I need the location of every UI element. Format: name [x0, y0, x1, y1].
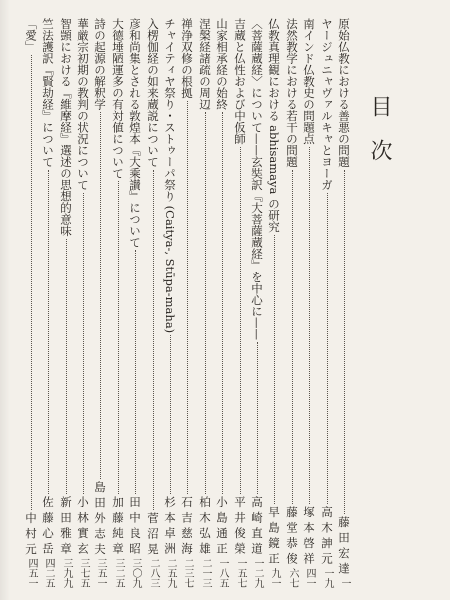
entry-title: 涅槃経諸疏の周辺	[198, 18, 212, 110]
entry-author: 藤田宏達	[337, 516, 351, 578]
toc-entry	[163, 18, 177, 588]
dot-leader	[240, 147, 241, 495]
entry-author: 石吉慈海	[180, 496, 194, 558]
toc-entry	[267, 18, 281, 588]
dot-leader	[292, 170, 293, 505]
toc-entry	[41, 18, 55, 588]
entry-title: 吉蔵と仏性および中仮師	[233, 18, 247, 145]
entry-author: 杉本卓洲	[163, 496, 177, 558]
dot-leader	[274, 235, 275, 505]
entry-title: 法然教学における若干の問題	[285, 18, 299, 168]
entry-title: 原始仏教における善悪の問題	[337, 18, 351, 168]
entry-title: 「愛」	[24, 18, 38, 53]
entry-title: 華厳宗初期の教判の状況について	[76, 18, 90, 191]
entry-author: 高崎直道	[250, 496, 264, 558]
entry-title: 仏教真理観における abhisamaya の研究	[267, 18, 281, 233]
entry-page-number: 三五一	[95, 558, 106, 588]
entry-page-number: 九一	[269, 568, 280, 588]
entry-page-number: 一二九	[252, 558, 263, 588]
dot-leader	[31, 55, 32, 510]
entry-author: 加藤純章	[111, 496, 125, 558]
toc-entry	[93, 18, 107, 588]
entry-author: 早島鏡正	[267, 506, 281, 568]
entry-author: 菅沼晃	[146, 511, 160, 558]
dot-leader	[135, 250, 136, 494]
dot-leader	[344, 170, 345, 515]
entry-author: 中村元	[24, 511, 38, 558]
dot-leader	[205, 112, 206, 494]
entry-title: 南インド仏教史の問題点	[302, 18, 316, 145]
entry-title: チャイティヤ祭り・ストゥーパ祭り (Caitya-, Stūpa-maha)	[163, 18, 177, 334]
entry-author: 小林實玄	[76, 496, 90, 558]
entry-author: 島田外志夫	[93, 480, 107, 558]
dot-leader	[257, 342, 258, 494]
dot-leader	[309, 147, 310, 505]
toc-entry	[198, 18, 212, 588]
dot-leader	[118, 181, 119, 494]
entry-page-number: 三七五	[78, 558, 89, 588]
entry-author: 田中良昭	[128, 496, 142, 558]
dot-leader	[170, 335, 171, 494]
entry-title: 〈菩薩蔵経〉について——玄奘訳『大菩薩蔵経』を中心に——	[250, 18, 264, 340]
entry-author: 小島通正	[215, 496, 229, 558]
entry-page-number: 二一三	[200, 558, 211, 588]
entry-page-number: 六七	[287, 568, 298, 588]
entry-page-number: 一八五	[217, 558, 228, 588]
entry-page-number: 一五七	[235, 558, 246, 588]
toc-entry	[24, 18, 38, 588]
entry-title: 大德埵陋運多の有対値について	[111, 18, 125, 179]
dot-leader	[83, 193, 84, 495]
entry-title: ヤージュニャヴァルキャとヨーガ	[320, 18, 334, 191]
toc-entry	[337, 18, 351, 588]
entry-page-number: 三九九	[61, 558, 72, 588]
dot-leader	[327, 193, 328, 505]
entry-author: 高木訷元	[320, 506, 334, 568]
entry-page-number: 三〇九	[130, 558, 141, 588]
toc-entry	[285, 18, 299, 588]
entry-page-number: 三二五	[113, 558, 124, 588]
toc-entry	[111, 18, 125, 588]
dot-leader	[48, 170, 49, 495]
entry-title: 山家相承経の始終	[215, 18, 229, 110]
entry-title: 智顗における『維摩経』選述の思想的意味	[59, 18, 73, 237]
entry-author: 藤堂恭俊	[285, 506, 299, 568]
entry-title: 禅浄双修の根拠	[180, 18, 194, 99]
entry-author: 塚本啓祥	[302, 506, 316, 568]
entry-page-number: 四二五	[43, 558, 54, 588]
dot-leader	[100, 112, 101, 479]
toc-entry	[128, 18, 142, 588]
toc-entry	[76, 18, 90, 588]
entry-title: 入楞伽経の如来蔵説について	[146, 18, 160, 168]
entry-author: 新田雅章	[59, 496, 73, 558]
toc-entry	[59, 18, 73, 588]
dot-leader	[222, 112, 223, 494]
entry-page-number: 二三七	[182, 558, 193, 588]
toc-entry	[302, 18, 316, 588]
entry-page-number: 一	[339, 578, 350, 588]
dot-leader	[153, 170, 154, 510]
entry-page-number: 二八三	[148, 558, 159, 588]
entry-author: 柏木弘雄	[198, 496, 212, 558]
toc-entry	[250, 18, 264, 588]
page-title: 目次	[367, 95, 392, 183]
entry-author: 平井俊榮	[233, 496, 247, 558]
spine-shadow	[0, 0, 10, 600]
entry-title: 詩の起源の解釈学	[93, 18, 107, 110]
dot-leader	[66, 239, 67, 495]
toc-entry	[146, 18, 160, 588]
toc-entry	[320, 18, 334, 588]
toc-entry	[215, 18, 229, 588]
entry-page-number: 四一	[304, 568, 315, 588]
toc-entry	[180, 18, 194, 588]
entry-page-number: 一九	[322, 568, 333, 588]
entry-author: 佐藤心岳	[41, 496, 55, 558]
entry-page-number: 四五一	[26, 558, 37, 588]
toc-entry	[233, 18, 247, 588]
dot-leader	[187, 101, 188, 495]
entry-title: 竺法護訳『賢劫経』について	[41, 18, 55, 168]
entry-title: 彦和尚集とされる敦煌本『大乘讃』について	[128, 18, 142, 248]
entry-page-number: 二五九	[165, 558, 176, 588]
